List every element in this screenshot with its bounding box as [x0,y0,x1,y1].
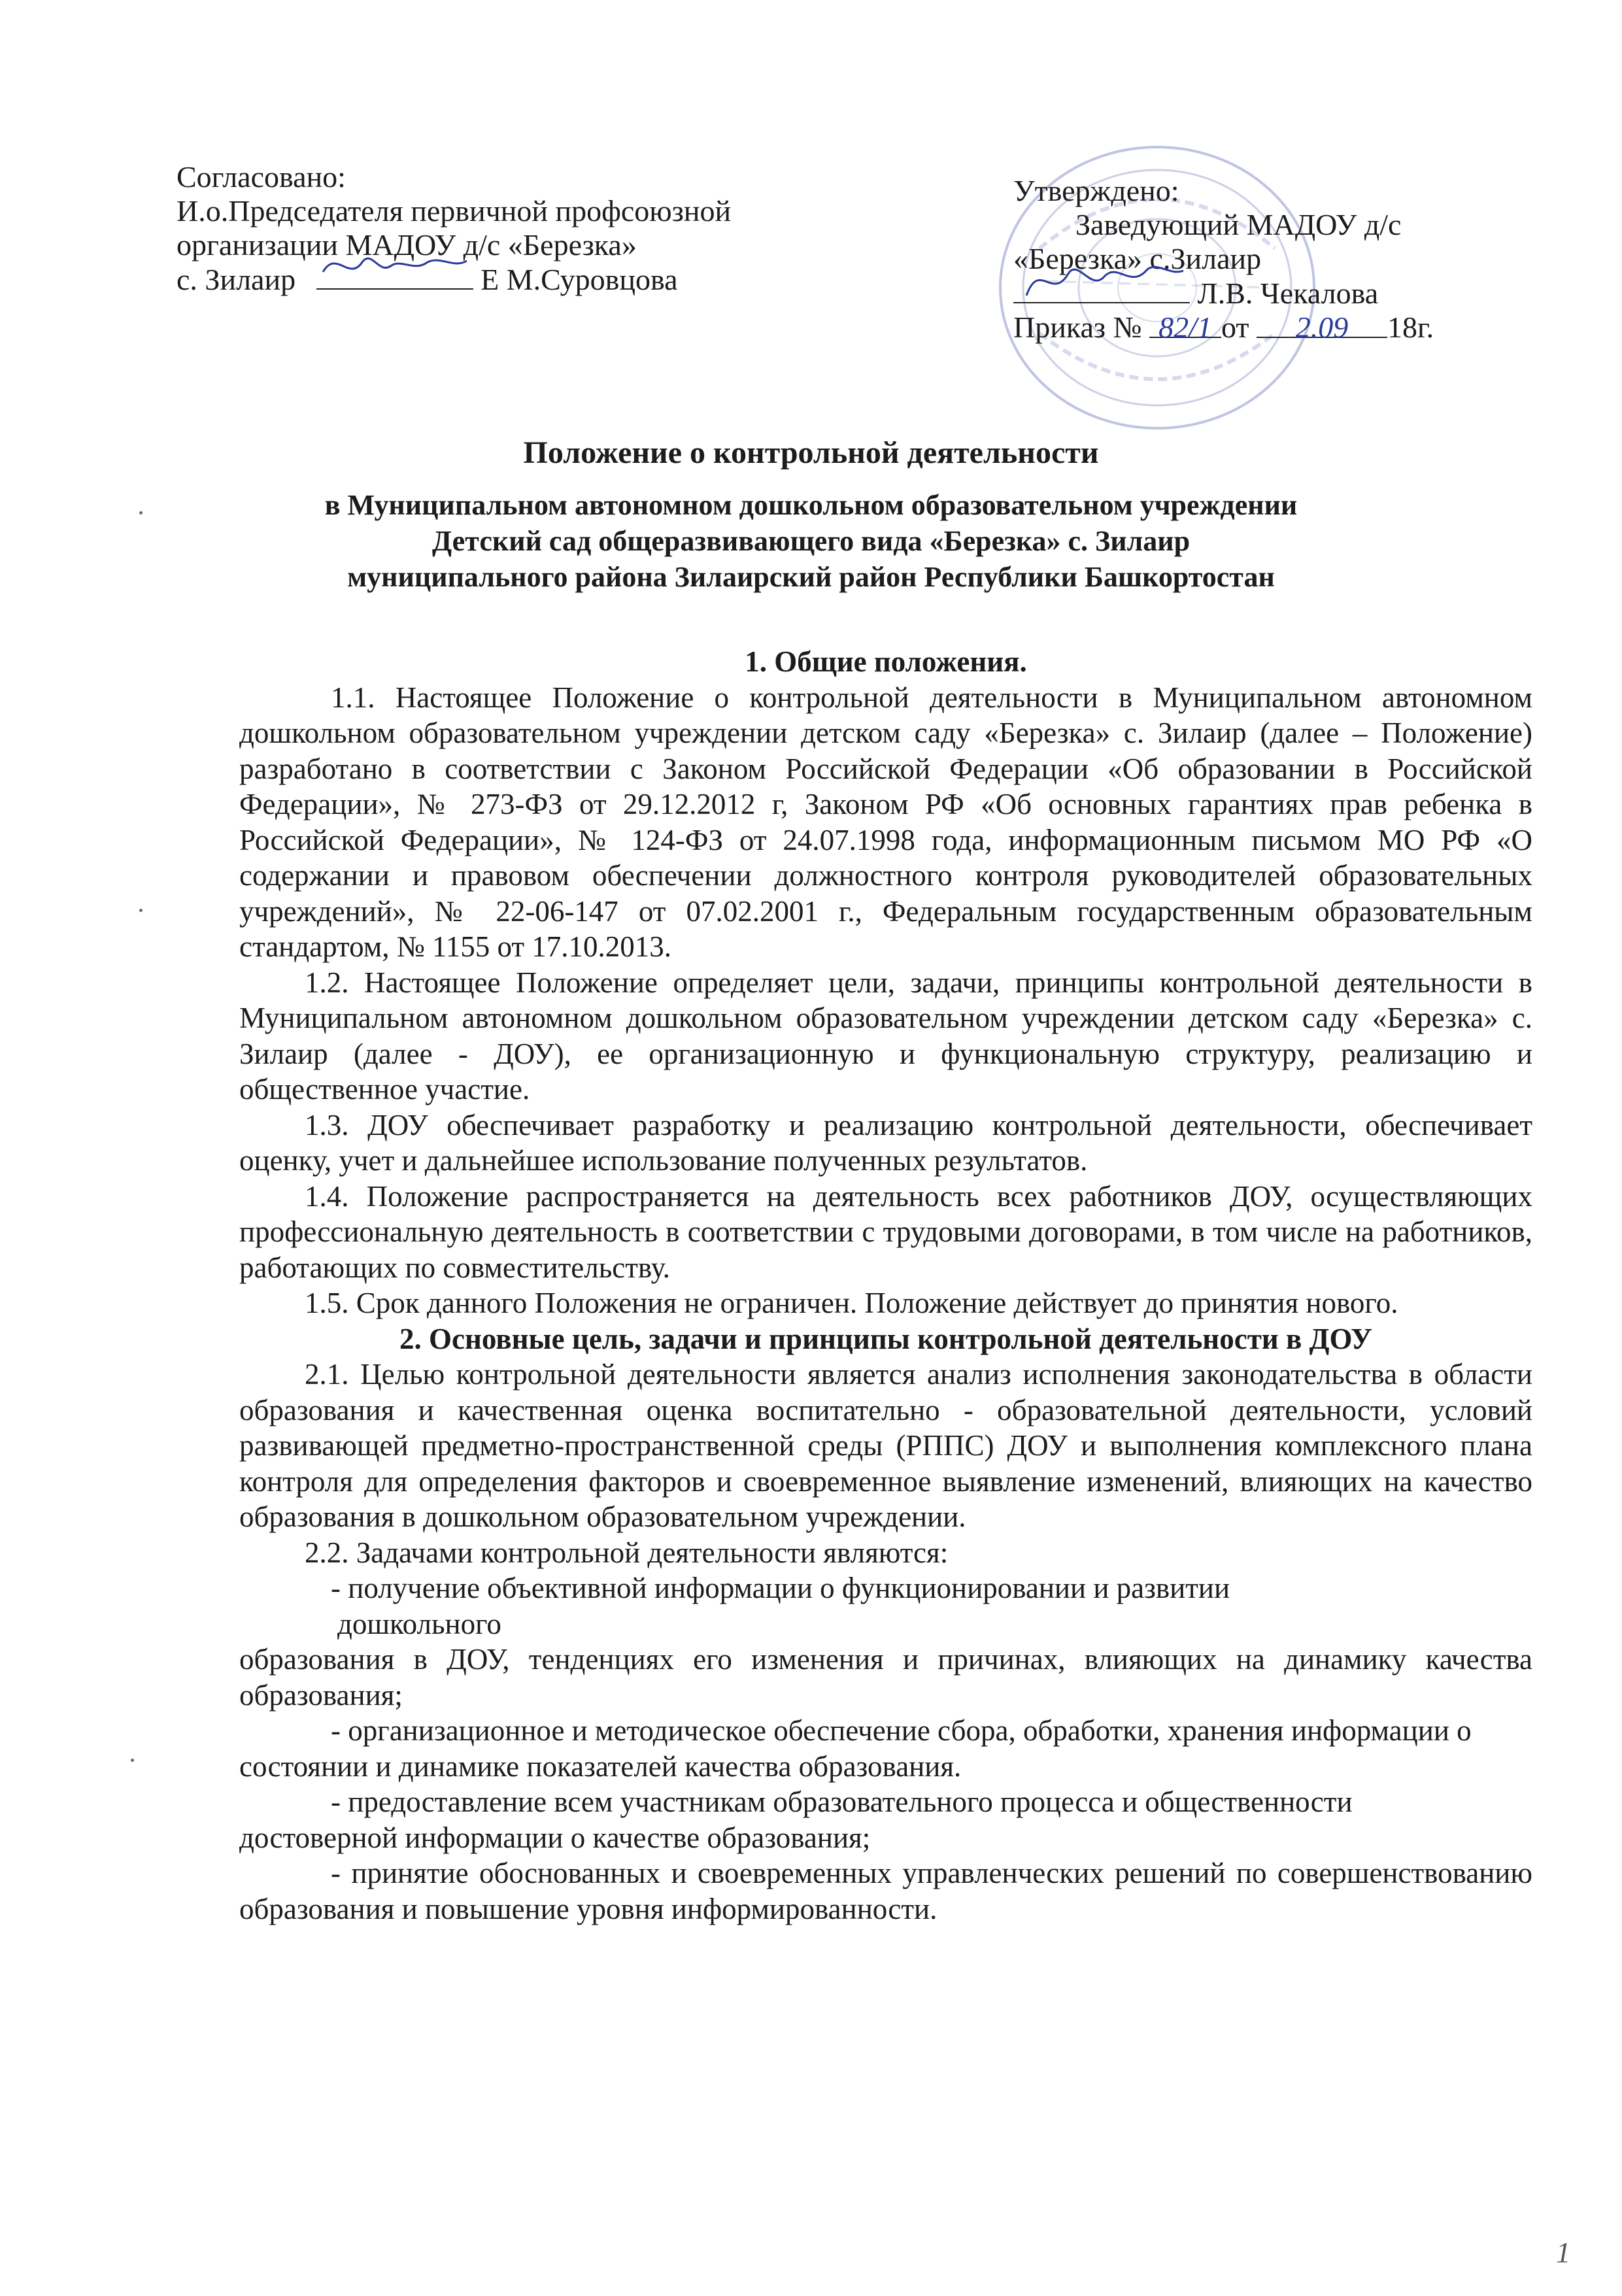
section-1-heading: 1. Общие положения. [745,645,1027,678]
signature-left [316,262,473,290]
approval-left-organization: организации МАДОУ д/с «Березка» [177,228,637,262]
order-date: 2.09 [1257,311,1387,338]
document-subtitle [0,487,1622,595]
list-item-1a: - получение объективной информации о функционировании и развитии [331,1572,1230,1604]
order-from-label: от [1221,311,1249,344]
handwritten-signature-left [316,243,473,288]
paragraph-2-1: 2.1. Целью контрольной деятельности является анализ исполнения законодательства в области образования и качественная оценка воспитательно - образовательной деятельности, условий развивающей предметно-пространственной среды (РППС) ДОУ и выполнения комплексного плана контроля для определения факторов и своевременное выявление изменений, влияющих на качество образования в дошкольном образовательном учреждении. [239,1358,1532,1533]
approval-right-label: Утверждено: [1013,174,1179,207]
list-item-3b: достоверной информации о качестве образования; [239,1821,871,1854]
approval-right-position: Заведующий МАДОУ д/с [1075,208,1402,241]
order-label: Приказ № [1013,311,1142,344]
order-year: 18г. [1387,311,1434,344]
approval-left-label: Согласовано: [177,160,346,194]
document-body [239,644,1532,1927]
subtitle-line-2: Детский сад общеразвивающего вида «Березка» с. Зилаир [431,525,1191,557]
list-item-4: - принятие обоснованных и своевременных управленческих решений по совершенствованию образования и повышение уровня информированности. [239,1857,1532,1925]
subtitle-line-1: в Муниципальном автономном дошкольном образовательном учреждении [324,489,1298,521]
paragraph-1-4: 1.4. Положение распространяется на деятельность всех работников ДОУ, осуществляющих профессиональную деятельность в соответствии с трудовыми договорами, в том числе на работников, работающих по совместительству. [239,1179,1532,1284]
approval-right-order-line [1013,311,1434,345]
handwritten-signature-right [1013,256,1190,309]
approval-right-organization: «Березка» с.Зилаир [1013,242,1262,275]
scan-speck [131,1759,134,1762]
approval-right-name: Л.В. Чекалова [1197,277,1379,310]
approval-left-signature-line [177,262,731,297]
paragraph-1-3: 1.3. ДОУ обеспечивает разработку и реализацию контрольной деятельности, обеспечивает оценку, учет и дальнейшее использование полученных результатов. [239,1108,1532,1177]
list-item-1c: образования в ДОУ, тенденциях его изменения и причинах, влияющих на динамику качества образования; [239,1643,1532,1712]
list-item-2b: состоянии и динамике показателей качества образования. [239,1749,962,1783]
paragraph-1-1: 1.1. Настоящее Положение о контрольной деятельности в Муниципальном автономном дошкольном образовательном учреждении детском саду «Березка» с. Зилаир (далее – Положение) разработано в соответствии с Законом Российской Федерации «Об образовании в Российской Федерации», № 273-ФЗ от 29.12.2012 г, Законом РФ «Об основных гарантиях прав ребенка в Российской Федерации», № 124-ФЗ от 24.07.1998 года, информационным письмом МО РФ «О содержании и правовом обеспечении должностного контроля руководителей образовательных учреждений», № 22-06-147 от 07.02.2001 г., Федеральным государственным образовательным стандартом, № 1155 от 17.10.2013. [239,681,1532,963]
approval-left-block [177,160,731,297]
document-title: Положение о контрольной деятельности [523,435,1099,470]
list-item-2a: - организационное и методическое обеспечение сбора, обработки, хранения информации о [331,1714,1472,1747]
paragraph-2-2: 2.2. Задачами контрольной деятельности являются: [305,1536,949,1569]
paragraph-1-2: 1.2. Настоящее Положение определяет цели, задачи, принципы контрольной деятельности в Муниципальном автономном дошкольном образовательном учреждении детском саду «Березка» с. Зилаир (далее - ДОУ), ее организационную и функциональную структуру, реализацию и общественное участие. [239,966,1532,1106]
approval-right-signature-line [1013,276,1434,311]
signature-right [1013,276,1190,303]
approval-left-position: И.о.Председателя первичной профсоюзной [177,194,732,228]
order-number: 82/1 [1149,311,1221,338]
scan-speck [139,909,143,912]
page-number: 1 [1556,2237,1570,2269]
section-2-heading: 2. Основные цель, задачи и принципы контрольной деятельности в ДОУ [399,1322,1372,1355]
list-item-3a: - предоставление всем участникам образовательного процесса и общественности [331,1785,1353,1818]
subtitle-line-3: муниципального района Зилаирский район Республики Башкортостан [347,561,1275,593]
approval-left-place: с. Зилаир [177,263,296,296]
approval-left-name: Е М.Суровцова [481,263,678,296]
approval-right-block [1013,174,1434,345]
scan-speck [139,511,143,515]
list-item-1b: дошкольного [337,1607,501,1640]
paragraph-1-5: 1.5. Срок данного Положения не ограничен. Положение действует до принятия нового. [305,1287,1398,1319]
